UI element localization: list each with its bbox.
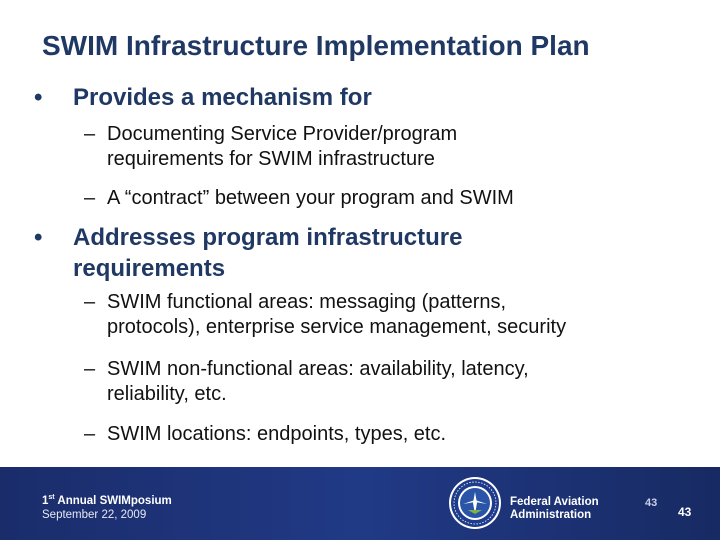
- faa-seal-icon: [448, 476, 502, 530]
- bullet-2-line-1: Addresses program infrastructure: [73, 224, 463, 251]
- event-name: [42, 495, 172, 507]
- agency-line-1: Federal Aviation: [510, 496, 599, 508]
- subbullet-1-2-line-1: A “contract” between your program and SWIM: [107, 187, 514, 209]
- subbullet-marker: –: [84, 123, 96, 145]
- subbullet-marker: –: [84, 358, 96, 380]
- subbullet-marker: –: [84, 423, 96, 445]
- slide-title: SWIM Infrastructure Implementation Plan: [42, 30, 590, 61]
- subbullet-2-2-line-1: SWIM non-functional areas: availability, latency,: [107, 358, 529, 380]
- bullet-marker: •: [34, 224, 43, 251]
- subbullet-1-1-line-2: requirements for SWIM infrastructure: [107, 148, 435, 170]
- footer-band: [0, 467, 720, 540]
- agency-line-2: Administration: [510, 509, 592, 521]
- subbullet-1-1-line-1: Documenting Service Provider/program: [107, 123, 458, 145]
- subbullet-2-2-line-2: reliability, etc.: [107, 383, 227, 405]
- subbullet-2-1-line-1: SWIM functional areas: messaging (patterns,: [107, 291, 507, 313]
- event-date: September 22, 2009: [42, 509, 147, 521]
- page-number: 43: [678, 505, 692, 519]
- event-title: Annual SWIMposium: [54, 495, 172, 507]
- bullet-1-line-1: Provides a mechanism for: [73, 84, 372, 111]
- agency-name: [510, 496, 599, 522]
- event-ordinal-suffix: st: [48, 494, 55, 501]
- bullet-marker: •: [34, 84, 43, 111]
- subbullet-2-1-line-2: protocols), enterprise service management, security: [107, 316, 567, 338]
- subbullet-2-3-line-1: SWIM locations: endpoints, types, etc.: [107, 423, 447, 445]
- bullet-2-line-2: requirements: [73, 255, 226, 282]
- event-ordinal: 1: [42, 495, 49, 507]
- subbullet-marker: –: [84, 291, 96, 313]
- page-number-small: 43: [645, 497, 658, 509]
- subbullet-marker: –: [84, 187, 96, 209]
